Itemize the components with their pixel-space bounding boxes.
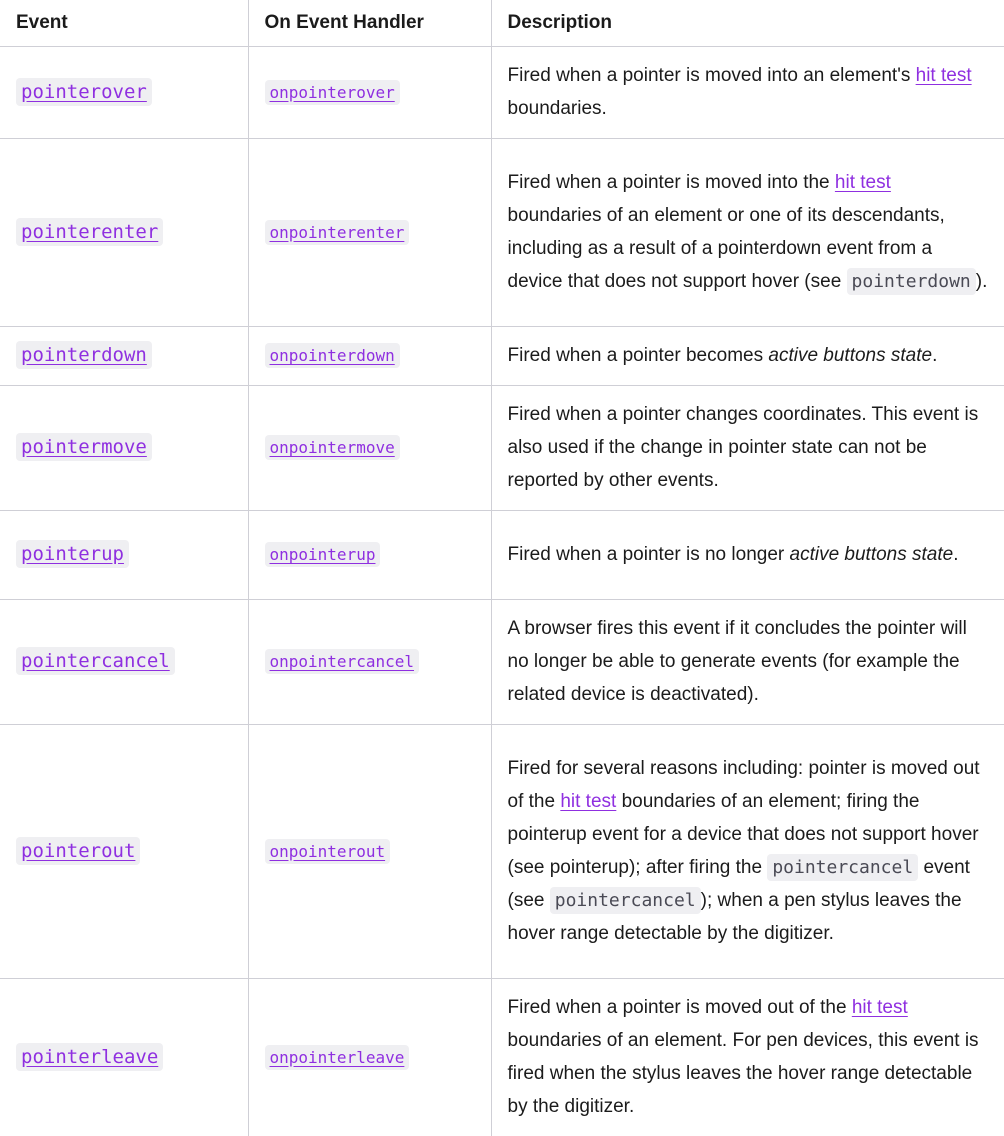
handler-link[interactable]: onpointerdown — [265, 343, 400, 368]
event-link[interactable]: pointerdown — [16, 341, 152, 369]
hit-test-link[interactable]: hit test — [916, 65, 972, 86]
event-link[interactable]: pointercancel — [16, 647, 175, 675]
inline-code: pointerdown — [847, 268, 976, 295]
description-text: Fired when a pointer becomes — [508, 345, 769, 366]
hit-test-link[interactable]: hit test — [835, 172, 891, 193]
event-cell — [0, 386, 248, 511]
handler-link[interactable]: onpointercancel — [265, 649, 420, 674]
event-link[interactable]: pointerup — [16, 540, 129, 568]
table-row — [0, 139, 1004, 327]
event-link[interactable]: pointerover — [16, 78, 152, 106]
description-text: ); when a pen stylus leaves the hover range detectable by the digitizer. — [508, 890, 962, 944]
description-cell — [491, 725, 1004, 979]
event-cell — [0, 725, 248, 979]
table-row — [0, 47, 1004, 139]
description-text: Fired when a pointer is moved out of the — [508, 997, 852, 1018]
handler-link[interactable]: onpointerenter — [265, 220, 410, 245]
hit-test-link[interactable]: hit test — [852, 997, 908, 1018]
event-cell — [0, 511, 248, 600]
description-cell — [491, 511, 1004, 600]
description-text: boundaries of an element or one of its descendants, including as a result of a pointerdown event from a device that does not support hover (see — [508, 205, 945, 292]
description-cell — [491, 139, 1004, 327]
handler-cell — [248, 386, 491, 511]
handler-cell — [248, 979, 491, 1136]
handler-link[interactable]: onpointerup — [265, 542, 381, 567]
description-text: ). — [976, 271, 988, 292]
description-text: Fired when a pointer changes coordinates. This event is also used if the change in pointer state can not be reported by other events. — [508, 404, 979, 491]
handler-link[interactable]: onpointerleave — [265, 1045, 410, 1070]
header-description: Description — [491, 0, 1004, 47]
handler-cell — [248, 511, 491, 600]
description-text: Fired for several reasons including: pointer is moved out of the — [508, 758, 980, 812]
header-handler: On Event Handler — [248, 0, 491, 47]
event-cell — [0, 327, 248, 386]
event-link[interactable]: pointerout — [16, 837, 140, 865]
description-text: A browser fires this event if it concludes the pointer will no longer be able to generate events (for example the related device is deactivated). — [508, 618, 967, 705]
handler-cell — [248, 600, 491, 725]
table-row — [0, 725, 1004, 979]
handler-link[interactable]: onpointerout — [265, 839, 391, 864]
table-row — [0, 386, 1004, 511]
event-cell — [0, 139, 248, 327]
description-cell — [491, 600, 1004, 725]
event-cell — [0, 600, 248, 725]
handler-link[interactable]: onpointermove — [265, 435, 400, 460]
description-text: boundaries of an element. For pen devices, this event is fired when the stylus leaves the hover range detectable by the digitizer. — [508, 1030, 979, 1117]
handler-cell — [248, 139, 491, 327]
table-header-row — [0, 0, 1004, 47]
handler-cell — [248, 725, 491, 979]
table-row — [0, 327, 1004, 386]
description-emphasis: active buttons state — [768, 345, 932, 366]
description-text: boundaries of an element; firing the pointerup event for a device that does not support hover (see pointerup); after firing the — [508, 791, 979, 878]
description-cell — [491, 386, 1004, 511]
inline-code: pointercancel — [550, 887, 701, 914]
table-row — [0, 511, 1004, 600]
description-cell — [491, 47, 1004, 139]
event-link[interactable]: pointerleave — [16, 1043, 163, 1071]
description-text: Fired when a pointer is no longer — [508, 544, 790, 565]
description-text: Fired when a pointer is moved into an element's — [508, 65, 916, 86]
handler-cell — [248, 327, 491, 386]
description-text: . — [932, 345, 937, 366]
description-text: Fired when a pointer is moved into the — [508, 172, 835, 193]
event-link[interactable]: pointerenter — [16, 218, 163, 246]
hit-test-link[interactable]: hit test — [560, 791, 616, 812]
description-text: event (see — [508, 857, 970, 911]
header-event: Event — [0, 0, 248, 47]
description-cell — [491, 979, 1004, 1136]
description-text: boundaries. — [508, 98, 607, 119]
inline-code: pointercancel — [767, 854, 918, 881]
handler-cell — [248, 47, 491, 139]
description-text: . — [953, 544, 958, 565]
table-row — [0, 979, 1004, 1136]
table-row — [0, 600, 1004, 725]
event-link[interactable]: pointermove — [16, 433, 152, 461]
event-cell — [0, 979, 248, 1136]
description-cell — [491, 327, 1004, 386]
handler-link[interactable]: onpointerover — [265, 80, 400, 105]
event-cell — [0, 47, 248, 139]
description-emphasis: active buttons state — [790, 544, 954, 565]
